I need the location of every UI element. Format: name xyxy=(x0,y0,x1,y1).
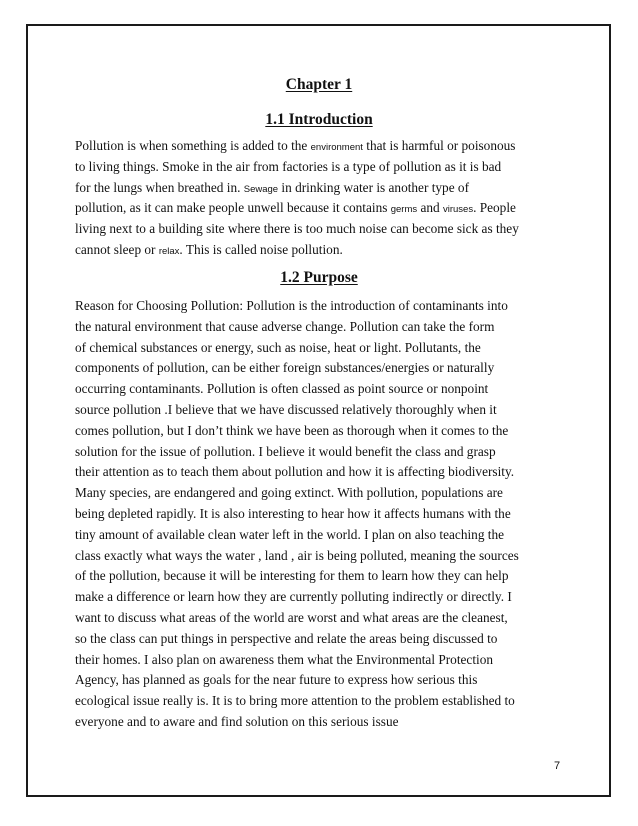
inline-small-text: Sewage xyxy=(243,183,279,195)
text-line: Many species, are endangered and going extinct. With pollution, populations are xyxy=(75,485,503,501)
text-line: class exactly what ways the water , land , air is being polluted, meaning the sources xyxy=(75,547,519,563)
introduction-paragraph xyxy=(75,136,519,261)
text-line: comes pollution, but I don’t think we have been as thorough when it comes to the xyxy=(75,422,509,438)
text-line: their homes. I also plan on awareness them what the Environmental Protection xyxy=(75,651,494,667)
purpose-heading: 1.2 Purpose xyxy=(280,269,358,286)
text-line: ecological issue really is. It is to bring more attention to the problem established to xyxy=(75,693,515,709)
text-line: Pollution is when something is added to the environment that is harmful or poisonous xyxy=(75,138,516,153)
introduction-heading: 1.1 Introduction xyxy=(265,111,373,128)
text-line: so the class can put things in perspective and relate the areas being discussed to xyxy=(75,630,498,646)
text-line: Reason for Choosing Pollution: Pollution is the introduction of contaminants into xyxy=(75,298,508,313)
text-line: the natural environment that cause adverse change. Pollution can take the form xyxy=(75,318,495,334)
text-line: being depleted rapidly. It is also interesting to hear how it affects humans with the xyxy=(75,505,511,521)
text-line: cannot sleep or relax. This is called noise pollution. xyxy=(75,241,343,257)
chapter-title: Chapter 1 xyxy=(285,76,353,93)
text-line: living next to a building site where there is too much noise can become sick as they xyxy=(75,221,519,237)
purpose-paragraph xyxy=(75,296,519,733)
text-line: Agency, has planned as goals for the near future to express how serious this xyxy=(75,672,478,688)
inline-small-text: germs xyxy=(390,204,418,216)
text-line: of chemical substances or energy, such as noise, heat or light. Pollutants, the xyxy=(75,339,481,355)
text-line: solution for the issue of pollution. I believe it would benefit the class and grasp xyxy=(75,443,496,459)
text-line: components of pollution, can be either foreign substances/energies or naturally xyxy=(75,360,495,376)
text-line: source pollution .I believe that we have discussed relatively thoroughly when it xyxy=(75,401,497,417)
inline-small-text: viruses xyxy=(442,204,474,216)
text-line: tiny amount of available clean water left in the world. I plan on also teaching the xyxy=(75,526,505,542)
text-line: make a difference or learn how they are currently polluting indirectly or directly. I xyxy=(75,589,512,605)
text-line: want to discuss what areas of the world are worst and what areas are the cleanest, xyxy=(75,609,508,625)
text-line: pollution, as it can make people unwell because it contains germs and viruses. People xyxy=(75,200,516,216)
text-line: of the pollution, because it will be interesting for them to learn how they can help xyxy=(75,568,509,584)
text-line: for the lungs when breathed in. Sewage in drinking water is another type of xyxy=(75,179,470,195)
text-line: their attention as to teach them about pollution and how it is affecting biodiversity. xyxy=(75,464,515,480)
text-line: occurring contaminants. Pollution is often classed as point source or nonpoint xyxy=(75,381,489,397)
inline-small-text: relax xyxy=(158,245,180,257)
page-number: 7 xyxy=(554,760,561,772)
text-line: everyone and to aware and find solution on this serious issue xyxy=(75,713,399,729)
inline-small-text: environment xyxy=(310,142,363,153)
text-line: to living things. Smoke in the air from factories is a type of pollution as it is bad xyxy=(75,158,502,174)
